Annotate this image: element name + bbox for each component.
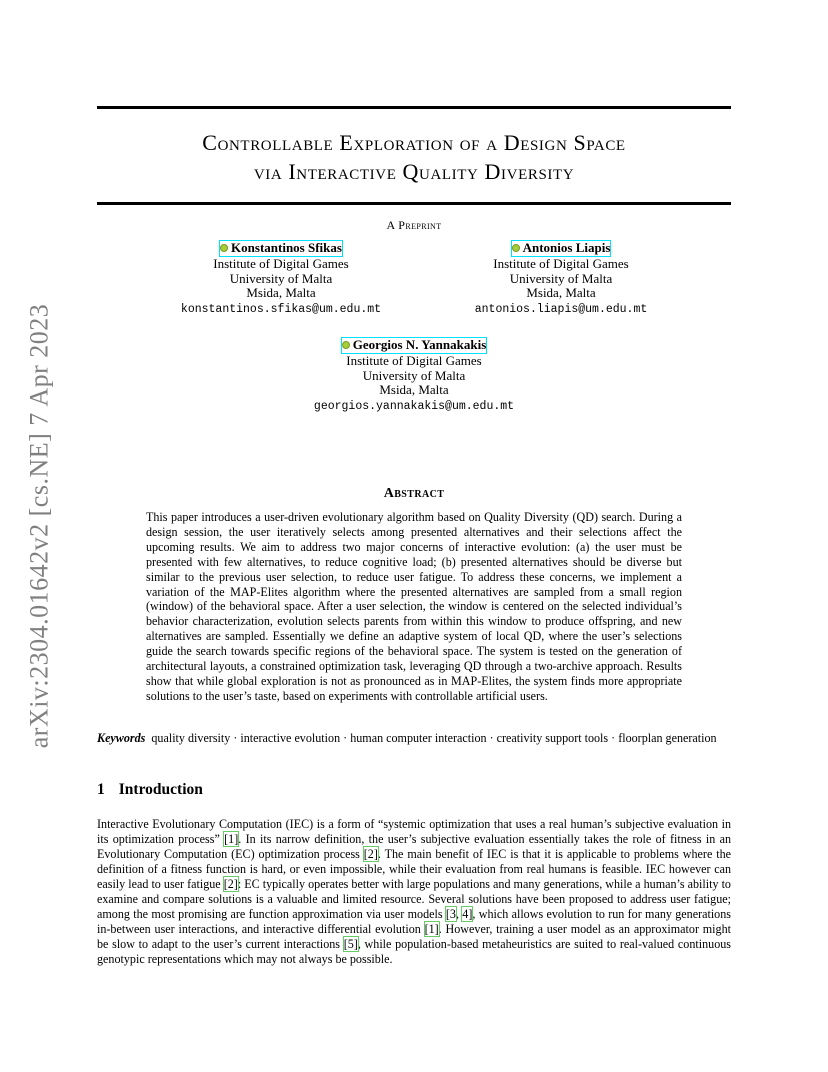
preprint-label: A Preprint [386, 218, 442, 232]
arxiv-identifier [20, 293, 58, 759]
orcid-icon [342, 341, 350, 349]
orcid-icon [220, 244, 228, 252]
author-2-name: Antonios Liapis [522, 240, 611, 255]
author-3-name: Georgios N. Yannakakis [352, 337, 487, 352]
citation-link[interactable]: 4] [462, 907, 473, 922]
author-2-university: University of Malta [509, 270, 613, 286]
paper-title [97, 128, 731, 186]
citation-link[interactable]: [2] [223, 877, 238, 892]
citation-link[interactable]: [3 [445, 907, 456, 922]
author-2-link[interactable] [511, 240, 612, 257]
section-title: Introduction [118, 781, 203, 798]
section-heading [97, 781, 731, 799]
citation-separator: , [455, 907, 463, 922]
citation-link[interactable]: [1] [424, 922, 439, 937]
author-block-2 [460, 240, 662, 317]
author-3-link[interactable] [341, 337, 488, 354]
section-number: 1 [97, 781, 105, 798]
author-1-location: Msida, Malta [246, 285, 316, 301]
author-2-location: Msida, Malta [526, 285, 596, 301]
citation-link[interactable]: [2] [363, 847, 378, 862]
keywords [97, 731, 731, 746]
intro-text-6: . However, training a user model as an approximator might be slow to adapt to the user’s current interactions [97, 922, 732, 952]
intro-text-7: , while population-based metaheuristics are suited to real-valued continuous genotypic representations which may not always be possible. [97, 937, 731, 967]
paper-title-line-2: via Interactive Quality Diversity [253, 159, 575, 184]
author-3-location: Msida, Malta [379, 382, 449, 398]
author-1-name: Konstantinos Sfikas [231, 240, 342, 255]
citation-link[interactable]: [5] [343, 937, 358, 952]
intro-text-3: . The main benefit of IEC is that it is applicable to problems where the definition of a fitness function is hard, or even impossible, while their evaluation from real humans is feasible. IEC however can easily lead to user fatigue [97, 847, 731, 892]
author-1-email: konstantinos.sfikas@um.edu.mt [180, 302, 382, 316]
author-1-institute: Institute of Digital Games [213, 256, 349, 271]
author-2-institute: Institute of Digital Games [493, 256, 629, 271]
keywords-text: quality diversity · interactive evolution · human computer interaction · creativity support tools · floorplan generation [151, 731, 717, 745]
author-1-link[interactable] [219, 240, 343, 257]
author-3-email: georgios.yannakakis@um.edu.mt [313, 399, 515, 413]
keywords-label: Keywords [97, 731, 146, 745]
author-block-1 [170, 240, 392, 317]
abstract-heading: Abstract [383, 486, 445, 501]
arxiv-identifier-text: arXiv:2304.01642v2 [cs.NE] 7 Apr 2023 [24, 303, 53, 749]
orcid-icon [512, 244, 520, 252]
author-1-university: University of Malta [229, 270, 333, 286]
author-3-institute: Institute of Digital Games [346, 353, 482, 368]
author-3-university: University of Malta [362, 367, 466, 383]
paper-title-line-1: Controllable Exploration of a Design Space [202, 130, 626, 155]
author-block-3 [300, 337, 528, 414]
introduction-paragraph [97, 817, 731, 967]
intro-text-2: . In its narrow definition, the user’s subjective evaluation essentially takes the role of fitness in an Evolutionary Computation (EC) optimization process [97, 832, 731, 862]
abstract-text: This paper introduces a user-driven evolutionary algorithm based on Quality Diversity (QD) search. During a design session, the user iteratively selects among presented alternatives and their selections affect the upcoming results. We aim to address two major concerns of interactive evolution: (a) the user must be presented with few alternatives, to reduce cognitive load; (b) presented alternatives should be diverse but similar to the previous user selection, to reduce user fatigue. To address these concerns, we implement a variation of the MAP-Elites algorithm where the presented alternatives are sampled from a small region (window) of the behavioral space. After a user selection, the window is centered on the selected individual’s behavior characterization, evolution selects parents from within this window to produce offspring, and new alternatives are sampled. Essentially we define an adaptive system of local QD, where the user’s selections guide the search towards specific regions of the behavioral space. The system is tested on the generation of architectural layouts, a constrained optimization task, leveraging QD through a two-archive approach. Results show that while global exploration is not as pronounced as in MAP-Elites, the system finds more appropriate solutions to the user’s taste, based on experiments with controllable artificial users. [146, 510, 682, 703]
intro-text-5: , which allows evolution to run for many generations in-between user interactions, and interactive differential evolution [97, 907, 731, 937]
intro-text-4: : EC typically operates better with large populations and many generations, while a human’s ability to examine and compare solutions is a valuable and limited resource. Several solutions have been proposed to address user fatigue; among the most promising are function approximation via user models [97, 877, 731, 922]
intro-text-1: Interactive Evolutionary Computation (IEC) is a form of “systemic optimization that uses a real human’s subjective evaluation in its optimization process” [97, 817, 731, 847]
title-bottom-rule [97, 202, 731, 205]
citation-link[interactable]: [1] [224, 832, 239, 847]
title-top-rule [97, 106, 731, 109]
author-2-email: antonios.liapis@um.edu.mt [474, 302, 648, 316]
